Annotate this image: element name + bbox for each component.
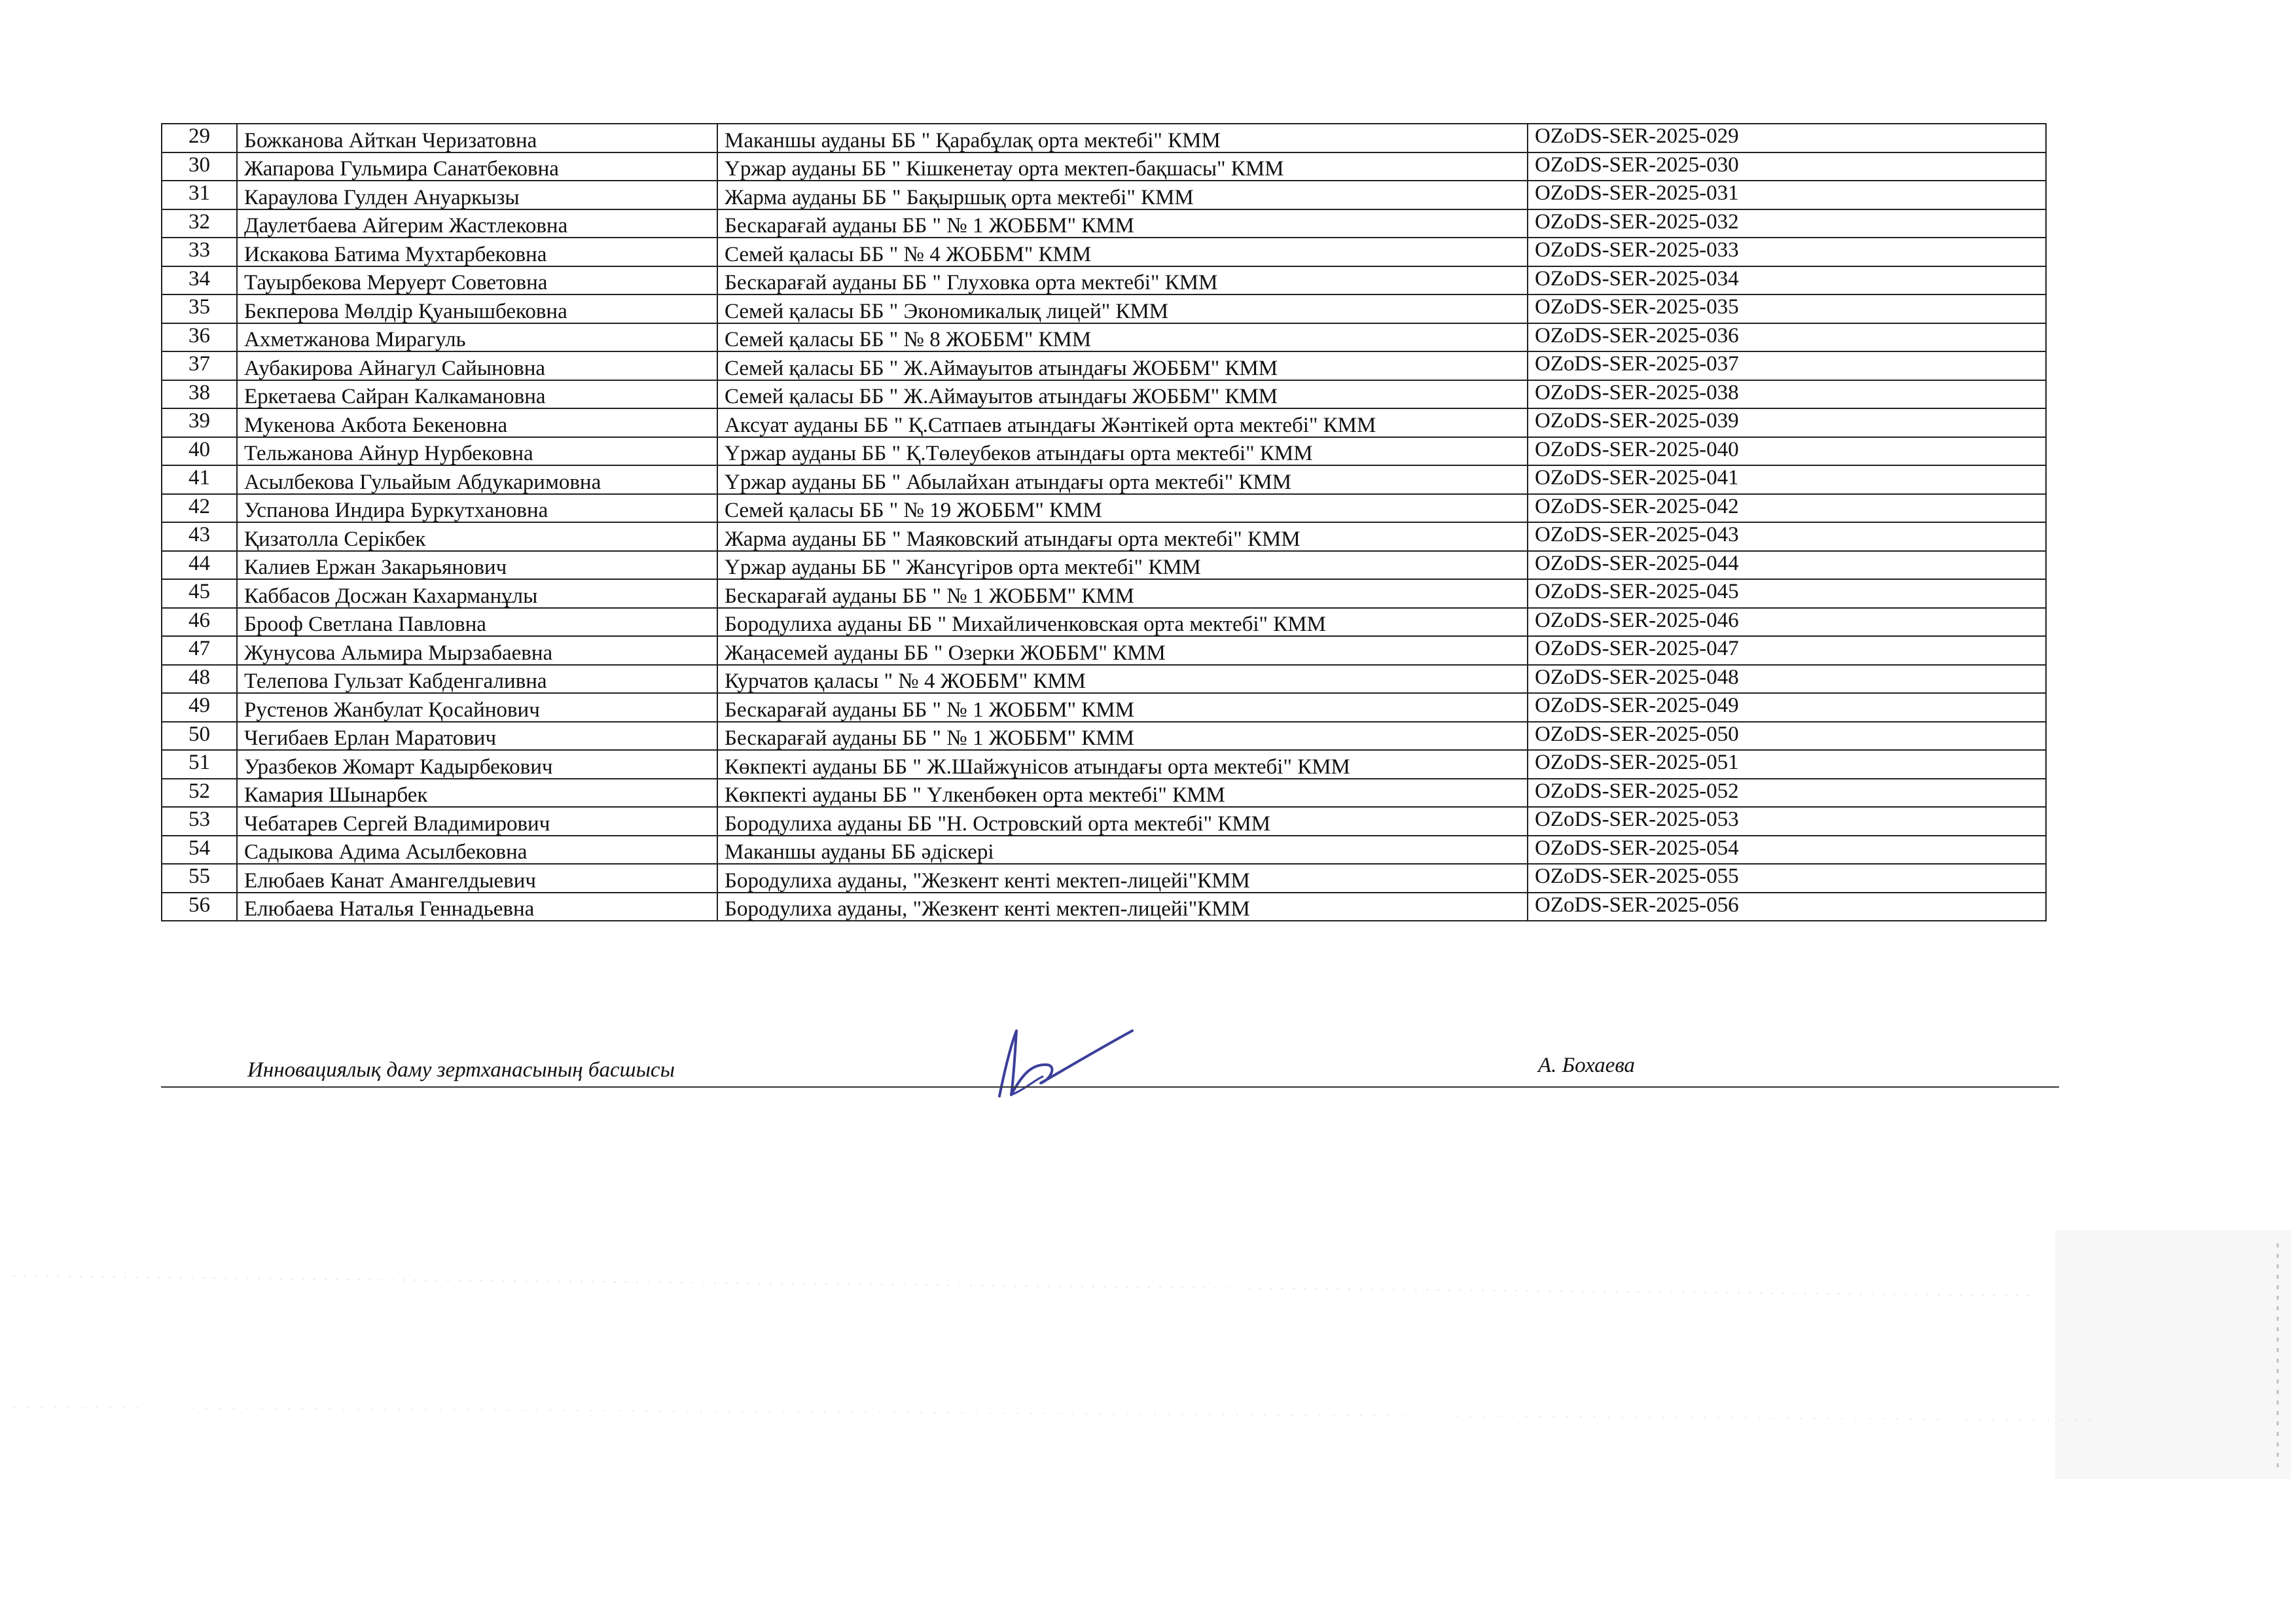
footer-divider (161, 1086, 2059, 1088)
row-number: 36 (162, 323, 237, 352)
table-row (162, 294, 2046, 323)
organization-name: Маканшы ауданы ББ " Қарабұлақ орта мектебі" КММ (717, 124, 1528, 152)
certificate-code: OZoDS-SER-2025-040 (1528, 437, 2046, 466)
certificate-code: OZoDS-SER-2025-032 (1528, 209, 2046, 238)
table-body (162, 124, 2046, 921)
certificate-code: OZoDS-SER-2025-053 (1528, 807, 2046, 836)
row-number: 29 (162, 124, 237, 152)
row-number: 44 (162, 551, 237, 580)
row-number: 41 (162, 465, 237, 494)
participant-name: Елюбаева Наталья Геннадьевна (237, 893, 717, 921)
table-row (162, 779, 2046, 808)
table-row (162, 579, 2046, 608)
participant-name: Телепова Гульзат Кабденгаливна (237, 665, 717, 694)
certificate-code: OZoDS-SER-2025-052 (1528, 779, 2046, 808)
row-number: 54 (162, 836, 237, 865)
row-number: 32 (162, 209, 237, 238)
table-row (162, 408, 2046, 437)
organization-name: Бородулиха ауданы, "Жезкент кенті мектеп-лицейі"КММ (717, 893, 1528, 921)
table-row (162, 893, 2046, 921)
certificate-code: OZoDS-SER-2025-038 (1528, 380, 2046, 409)
table-row (162, 665, 2046, 694)
certificate-code: OZoDS-SER-2025-031 (1528, 181, 2046, 209)
certificate-code: OZoDS-SER-2025-045 (1528, 579, 2046, 608)
organization-name: Семей қаласы ББ " Ж.Аймауытов атындағы ЖОББМ" КММ (717, 380, 1528, 409)
certificate-code: OZoDS-SER-2025-044 (1528, 551, 2046, 580)
row-number: 35 (162, 294, 237, 323)
organization-name: Бородулиха ауданы, "Жезкент кенті мектеп-лицейі"КММ (717, 864, 1528, 893)
participant-name: Қизатолла Серікбек (237, 522, 717, 551)
organization-name: Бородулиха ауданы ББ " Михайличенковская орта мектебі" КММ (717, 608, 1528, 637)
organization-name: Аксуат ауданы ББ " Қ.Сатпаев атындағы Жәнтікей орта мектебі" КММ (717, 408, 1528, 437)
organization-name: Жарма ауданы ББ " Маяковский атындағы орта мектебі" КММ (717, 522, 1528, 551)
table-row (162, 465, 2046, 494)
organization-name: Үржар ауданы ББ " Жансүгіров орта мектебі" КММ (717, 551, 1528, 580)
table-row (162, 807, 2046, 836)
participant-name: Мукенова Акбота Бекеновна (237, 408, 717, 437)
table-row (162, 522, 2046, 551)
participant-name: Бекперова Мөлдір Қуанышбековна (237, 294, 717, 323)
organization-name: Көкпекті ауданы ББ " Үлкенбөкен орта мектебі" КММ (717, 779, 1528, 808)
certificate-code: OZoDS-SER-2025-046 (1528, 608, 2046, 637)
row-number: 46 (162, 608, 237, 637)
table-row (162, 836, 2046, 865)
row-number: 52 (162, 779, 237, 808)
row-number: 33 (162, 238, 237, 266)
participant-name: Жунусова Альмира Мырзабаевна (237, 636, 717, 665)
row-number: 40 (162, 437, 237, 466)
participant-name: Аубакирова Айнагул Сайыновна (237, 351, 717, 380)
table-row (162, 323, 2046, 352)
row-number: 34 (162, 266, 237, 295)
table-row (162, 351, 2046, 380)
participant-name: Еркетаева Сайран Калкамановна (237, 380, 717, 409)
table-row (162, 437, 2046, 466)
certificate-code: OZoDS-SER-2025-056 (1528, 893, 2046, 921)
certificate-code: OZoDS-SER-2025-050 (1528, 722, 2046, 751)
participant-name: Камария Шынарбек (237, 779, 717, 808)
row-number: 53 (162, 807, 237, 836)
participant-name: Тауырбекова Меруерт Советовна (237, 266, 717, 295)
row-number: 31 (162, 181, 237, 209)
participant-name: Чебатарев Сергей Владимирович (237, 807, 717, 836)
table-row (162, 181, 2046, 209)
row-number: 48 (162, 665, 237, 694)
row-number: 37 (162, 351, 237, 380)
participant-name: Рустенов Жанбулат Қосайнович (237, 693, 717, 722)
organization-name: Курчатов қаласы " № 4 ЖОББМ" КММ (717, 665, 1528, 694)
table-row (162, 209, 2046, 238)
organization-name: Семей қаласы ББ " Экономикалық лицей" КММ (717, 294, 1528, 323)
organization-name: Бескарағай ауданы ББ " № 1 ЖОББМ" КММ (717, 693, 1528, 722)
table-row (162, 608, 2046, 637)
organization-name: Семей қаласы ББ " № 4 ЖОББМ" КММ (717, 238, 1528, 266)
table-row (162, 380, 2046, 409)
certificate-code: OZoDS-SER-2025-054 (1528, 836, 2046, 865)
footer-signatory: А. Бохаева (1538, 1054, 1635, 1077)
row-number: 30 (162, 152, 237, 181)
certificate-code: OZoDS-SER-2025-035 (1528, 294, 2046, 323)
participant-name: Караулова Гулден Ануаркызы (237, 181, 717, 209)
organization-name: Маканшы ауданы ББ әдіскері (717, 836, 1528, 865)
row-number: 56 (162, 893, 237, 921)
certificate-code: OZoDS-SER-2025-055 (1528, 864, 2046, 893)
organization-name: Семей қаласы ББ " № 8 ЖОББМ" КММ (717, 323, 1528, 352)
table-row (162, 152, 2046, 181)
signature-image (985, 1018, 1136, 1103)
certificate-code: OZoDS-SER-2025-043 (1528, 522, 2046, 551)
certificate-code: OZoDS-SER-2025-039 (1528, 408, 2046, 437)
certificate-code: OZoDS-SER-2025-048 (1528, 665, 2046, 694)
organization-name: Жаңасемей ауданы ББ " Озерки ЖОББМ" КММ (717, 636, 1528, 665)
participant-name: Калиев Ержан Закарьянович (237, 551, 717, 580)
certificate-code: OZoDS-SER-2025-029 (1528, 124, 2046, 152)
table-row (162, 551, 2046, 580)
organization-name: Жарма ауданы ББ " Бақыршық орта мектебі" КММ (717, 181, 1528, 209)
table-row (162, 494, 2046, 523)
organization-name: Көкпекті ауданы ББ " Ж.Шайжүнісов атындағы орта мектебі" КММ (717, 750, 1528, 779)
row-number: 45 (162, 579, 237, 608)
row-number: 49 (162, 693, 237, 722)
footer-position: Инновациялық даму зертханасының басшысы (247, 1058, 675, 1082)
certificate-code: OZoDS-SER-2025-033 (1528, 238, 2046, 266)
certificate-code: OZoDS-SER-2025-049 (1528, 693, 2046, 722)
row-number: 51 (162, 750, 237, 779)
row-number: 39 (162, 408, 237, 437)
organization-name: Семей қаласы ББ " Ж.Аймауытов атындағы ЖОББМ" КММ (717, 351, 1528, 380)
row-number: 38 (162, 380, 237, 409)
certificate-code: OZoDS-SER-2025-042 (1528, 494, 2046, 523)
table-row (162, 266, 2046, 295)
participant-name: Успанова Индира Буркутхановна (237, 494, 717, 523)
table-row (162, 693, 2046, 722)
organization-name: Бескарағай ауданы ББ " № 1 ЖОББМ" КММ (717, 579, 1528, 608)
row-number: 50 (162, 722, 237, 751)
participant-name: Асылбекова Гульайым Абдукаримовна (237, 465, 717, 494)
participant-name: Жапарова Гульмира Санатбековна (237, 152, 717, 181)
row-number: 47 (162, 636, 237, 665)
row-number: 42 (162, 494, 237, 523)
participant-name: Каббасов Досжан Кахарманұлы (237, 579, 717, 608)
participant-name: Ахметжанова Мирагуль (237, 323, 717, 352)
participant-name: Садыкова Адима Асылбековна (237, 836, 717, 865)
certificate-code: OZoDS-SER-2025-034 (1528, 266, 2046, 295)
participant-name: Чегибаев Ерлан Маратович (237, 722, 717, 751)
organization-name: Семей қаласы ББ " № 19 ЖОББМ" КММ (717, 494, 1528, 523)
table-row (162, 124, 2046, 152)
certificate-code: OZoDS-SER-2025-030 (1528, 152, 2046, 181)
table-row (162, 238, 2046, 266)
participant-name: Брооф Светлана Павловна (237, 608, 717, 637)
certificate-code: OZoDS-SER-2025-036 (1528, 323, 2046, 352)
table-row (162, 864, 2046, 893)
organization-name: Бескарағай ауданы ББ " № 1 ЖОББМ" КММ (717, 722, 1528, 751)
certificate-code: OZoDS-SER-2025-051 (1528, 750, 2046, 779)
organization-name: Бородулиха ауданы ББ "Н. Островский орта мектебі" КММ (717, 807, 1528, 836)
organization-name: Үржар ауданы ББ " Қ.Төлеубеков атындағы орта мектебі" КММ (717, 437, 1528, 466)
certificate-code: OZoDS-SER-2025-037 (1528, 351, 2046, 380)
participant-name: Искакова Батима Мухтарбековна (237, 238, 717, 266)
certificate-code: OZoDS-SER-2025-047 (1528, 636, 2046, 665)
organization-name: Бескарағай ауданы ББ " № 1 ЖОББМ" КММ (717, 209, 1528, 238)
organization-name: Бескарағай ауданы ББ " Глуховка орта мектебі" КММ (717, 266, 1528, 295)
table-row (162, 722, 2046, 751)
table-row (162, 636, 2046, 665)
participant-name: Божканова Айткан Черизатовна (237, 124, 717, 152)
certificate-code: OZoDS-SER-2025-041 (1528, 465, 2046, 494)
row-number: 55 (162, 864, 237, 893)
participant-name: Уразбеков Жомарт Кадырбекович (237, 750, 717, 779)
table-row (162, 750, 2046, 779)
organization-name: Үржар ауданы ББ " Кішкенетау орта мектеп-бақшасы" КММ (717, 152, 1528, 181)
row-number: 43 (162, 522, 237, 551)
participant-name: Даулетбаева Айгерим Жастлековна (237, 209, 717, 238)
organization-name: Үржар ауданы ББ " Абылайхан атындағы орта мектебі" КММ (717, 465, 1528, 494)
participants-table (161, 123, 2047, 921)
participant-name: Елюбаев Канат Амангелдыевич (237, 864, 717, 893)
participant-name: Тельжанова Айнур Нурбековна (237, 437, 717, 466)
